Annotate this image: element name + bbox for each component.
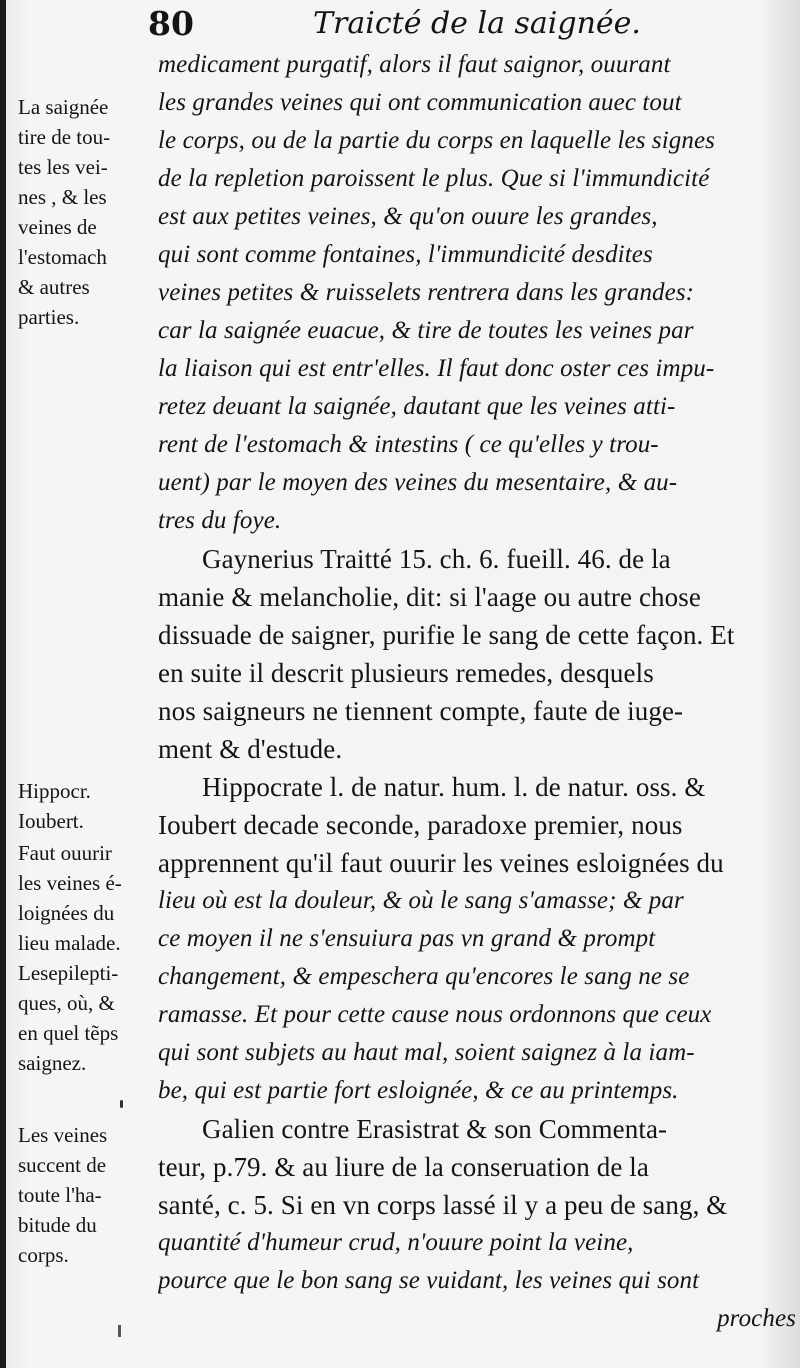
margin-note-line: tire de tou- (18, 125, 111, 149)
margin-note-line: ques, où, & (18, 991, 115, 1015)
text-line: nos saigneurs ne tiennent compte, faute de iuge- (158, 696, 684, 726)
margin-note-veines (18, 1120, 160, 1270)
margin-note-line: Ioubert. (18, 809, 84, 833)
margin-note-epileptiques (18, 958, 160, 1078)
margin-note-line: en quel tẽps (18, 1021, 119, 1045)
text-line: dissuade de saigner, purifie le sang de cette façon. Et (158, 620, 735, 650)
margin-note-line: saignez. (18, 1051, 87, 1075)
margin-note-line: l'estomach (18, 245, 107, 269)
running-title: Traicté de la saignée. (313, 6, 641, 41)
text-line: apprennent qu'il faut ouurir les veines esloignées du (158, 848, 724, 878)
text-line: qui sont subjets au haut mal, soient saignez à la iam- (158, 1039, 695, 1066)
text-line: de la repletion paroissent le plus. Que si l'immundicité (158, 165, 710, 192)
margin-note-line: & autres (18, 275, 90, 299)
page-binding-edge (0, 0, 6, 1368)
text-line: ramasse. Et pour cette cause nous ordonnons que ceux (158, 1001, 712, 1028)
text-line: Ioubert decade seconde, paradoxe premier, nous (158, 810, 683, 840)
margin-note-line: corps. (18, 1243, 69, 1267)
margin-note-line: La saignée (18, 95, 109, 119)
catchword: proches (717, 1305, 796, 1332)
text-line: changement, & empeschera qu'encores le sang ne se (158, 963, 690, 990)
text-line: le corps, ou de la partie du corps en laquelle les signes (158, 127, 716, 154)
text-line: les grandes veines qui ont communication auec tout (158, 89, 682, 116)
margin-note-line: nes , & les (18, 185, 107, 209)
text-line: manie & melancholie, dit: si l'aage ou autre chose (158, 582, 701, 612)
margin-note-saignee (18, 92, 160, 332)
text-line: est aux petites veines, & qu'on ouure les grandes, (158, 203, 658, 230)
text-line: la liaison qui est entr'elles. Il faut donc oster ces impu- (158, 355, 715, 382)
main-text-block (158, 46, 796, 1338)
margin-note-ouurir (18, 838, 160, 958)
margin-note-line: succent de (18, 1153, 107, 1177)
margin-note-line: parties. (18, 305, 80, 329)
text-line: ment & d'estude. (158, 734, 343, 764)
text-line: rent de l'estomach & intestins ( ce qu'elles y trou- (158, 431, 659, 458)
margin-note-line: loignées du (18, 901, 115, 925)
margin-note-line: les veines é- (18, 871, 122, 895)
text-line: medicament purgatif, alors il faut saignor, ouurant (158, 51, 671, 78)
text-line: ce moyen il ne s'ensuiura pas vn grand & prompt (158, 925, 656, 952)
margin-note-line: tes les vei- (18, 155, 108, 179)
text-line: Hippocrate l. de natur. hum. l. de natur. oss. & (202, 772, 706, 802)
text-line: santé, c. 5. Si en vn corps lassé il y a peu de sang, & (158, 1190, 728, 1220)
text-line: retez deuant la saignée, dautant que les veines atti- (158, 393, 676, 420)
text-line: tres du foye. (158, 507, 282, 534)
ink-mark (118, 1325, 121, 1337)
margin-note-line: Lesepilepti- (18, 961, 119, 985)
text-line: quantité d'humeur crud, n'ouure point la veine, (158, 1229, 634, 1256)
text-line: en suite il descrit plusieurs remedes, desquels (158, 658, 654, 688)
text-line: be, qui est partie fort esloignée, & ce au printemps. (158, 1077, 679, 1104)
ink-mark (120, 1100, 123, 1108)
text-line: veines petites & ruisselets rentrera dans les grandes: (158, 279, 695, 306)
margin-note-line: Faut ouurir (18, 841, 112, 865)
text-line: uent) par le moyen des veines du mesentaire, & au- (158, 469, 678, 496)
text-line: Galien contre Erasistrat & son Commenta- (202, 1114, 668, 1144)
margin-note-line: lieu malade. (18, 931, 121, 955)
text-line: car la saignée euacue, & tire de toutes les veines par (158, 317, 694, 344)
margin-note-line: bitude du (18, 1213, 97, 1237)
text-line: pource que le bon sang se vuidant, les veines qui sont (158, 1267, 700, 1294)
margin-note-line: veines de (18, 215, 97, 239)
margin-note-line: Hippocr. (18, 779, 91, 803)
margin-note-authors (18, 776, 160, 836)
margin-note-line: toute l'ha- (18, 1183, 102, 1207)
text-line: Gaynerius Traitté 15. ch. 6. fueill. 46. de la (202, 544, 671, 574)
margin-note-line: Les veines (18, 1123, 108, 1147)
text-line: teur, p.79. & au liure de la conseruation de la (158, 1152, 649, 1182)
page-header (148, 4, 798, 50)
text-line: lieu où est la douleur, & où le sang s'amasse; & par (158, 887, 684, 914)
page-number: 80 (148, 4, 194, 43)
text-line: qui sont comme fontaines, l'immundicité desdites (158, 241, 653, 268)
